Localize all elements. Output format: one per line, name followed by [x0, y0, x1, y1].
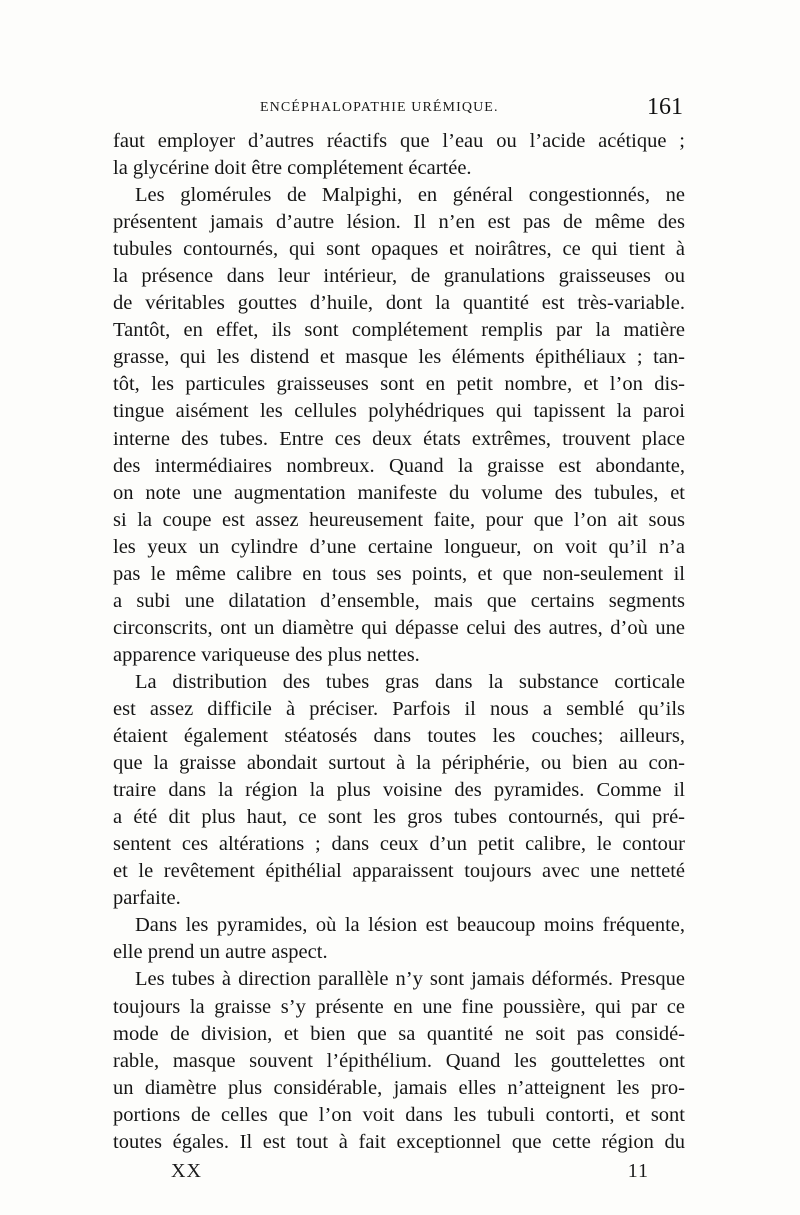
- text-line: de véritables gouttes d’huile, dont la quantité est très-variable.: [113, 292, 685, 315]
- text-line: toutes égales. Il est tout à fait exceptionnel que cette région du: [113, 1130, 685, 1153]
- text-line: que la graisse abondait surtout à la périphérie, ou bien au con-: [113, 752, 685, 775]
- text-line: rable, masque souvent l’épithélium. Quand les gouttelettes ont: [113, 1049, 685, 1072]
- text-line: circonscrits, ont un diamètre qui dépasse celui des autres, d’où une: [113, 616, 685, 639]
- page-header: [110, 95, 685, 125]
- text-line: mode de division, et bien que sa quantité ne soit pas considé-: [113, 1022, 685, 1045]
- text-line: si la coupe est assez heureusement faite, pour que l’on ait sous: [113, 508, 685, 531]
- body-text: [113, 128, 685, 1163]
- text-line: tingue aisément les cellules polyhédriques qui tapissent la paroi: [113, 400, 685, 423]
- page-footer: [113, 1160, 685, 1192]
- text-line: traire dans la région la plus voisine des pyramides. Comme il: [113, 779, 685, 802]
- page-number: 161: [647, 94, 683, 120]
- text-line: parfaite.: [113, 887, 181, 910]
- text-line: les yeux un cylindre d’une certaine longueur, on voit qu’il n’a: [113, 535, 685, 558]
- text-line: La distribution des tubes gras dans la substance corticale: [135, 670, 685, 693]
- text-line: un diamètre plus considérable, jamais elles n’atteignent les pro-: [113, 1076, 685, 1099]
- text-line: est assez difficile à préciser. Parfois il nous a semblé qu’ils: [113, 697, 685, 720]
- text-line: a subi une dilatation d’ensemble, mais que certains segments: [113, 589, 685, 612]
- text-line: pas le même calibre en tous ses points, et que non-seulement il: [113, 562, 685, 585]
- text-line: des intermédiaires nombreux. Quand la graisse est abondante,: [113, 454, 685, 477]
- signature-mark: XX: [171, 1160, 202, 1182]
- text-line: sentent ces altérations ; dans ceux d’un petit calibre, le contour: [113, 833, 685, 856]
- text-line: Tantôt, en effet, ils sont complétement remplis par la matière: [113, 319, 685, 342]
- sheet-number: 11: [627, 1160, 649, 1182]
- text-line: faut employer d’autres réactifs que l’eau ou l’acide acétique ;: [113, 130, 685, 152]
- text-line: a été dit plus haut, ce sont les gros tubes contournés, qui pré-: [113, 806, 685, 829]
- text-line: on note une augmentation manifeste du volume des tubules, et: [113, 481, 685, 504]
- text-line: toujours la graisse s’y présente en une fine poussière, qui par ce: [113, 995, 685, 1018]
- text-line: tubules contournés, qui sont opaques et noirâtres, ce qui tient à: [113, 238, 685, 261]
- text-line: grasse, qui les distend et masque les éléments épithéliaux ; tan-: [113, 346, 685, 369]
- text-line: Les tubes à direction parallèle n’y sont jamais déformés. Presque: [135, 968, 685, 991]
- text-line: Dans les pyramides, où la lésion est beaucoup moins fréquente,: [135, 914, 685, 937]
- text-line: étaient également stéatosés dans toutes les couches; ailleurs,: [113, 725, 685, 748]
- text-line: la glycérine doit être complétement écartée.: [113, 157, 472, 180]
- running-title: ENCÉPHALOPATHIE URÉMIQUE.: [260, 100, 499, 115]
- text-line: et le revêtement épithélial apparaissent toujours avec une netteté: [113, 860, 685, 883]
- text-line: la présence dans leur intérieur, de granulations graisseuses ou: [113, 265, 685, 288]
- text-line: Les glomérules de Malpighi, en général congestionnés, ne: [135, 184, 685, 207]
- text-line: présentent jamais d’autre lésion. Il n’en est pas de même des: [113, 211, 685, 234]
- text-line: interne des tubes. Entre ces deux états extrêmes, trouvent place: [113, 427, 685, 450]
- text-line: tôt, les particules graisseuses sont en petit nombre, et l’on dis-: [113, 373, 685, 396]
- text-line: apparence variqueuse des plus nettes.: [113, 643, 420, 666]
- text-line: portions de celles que l’on voit dans les tubuli contorti, et sont: [113, 1103, 685, 1126]
- text-line: elle prend un autre aspect.: [113, 941, 328, 964]
